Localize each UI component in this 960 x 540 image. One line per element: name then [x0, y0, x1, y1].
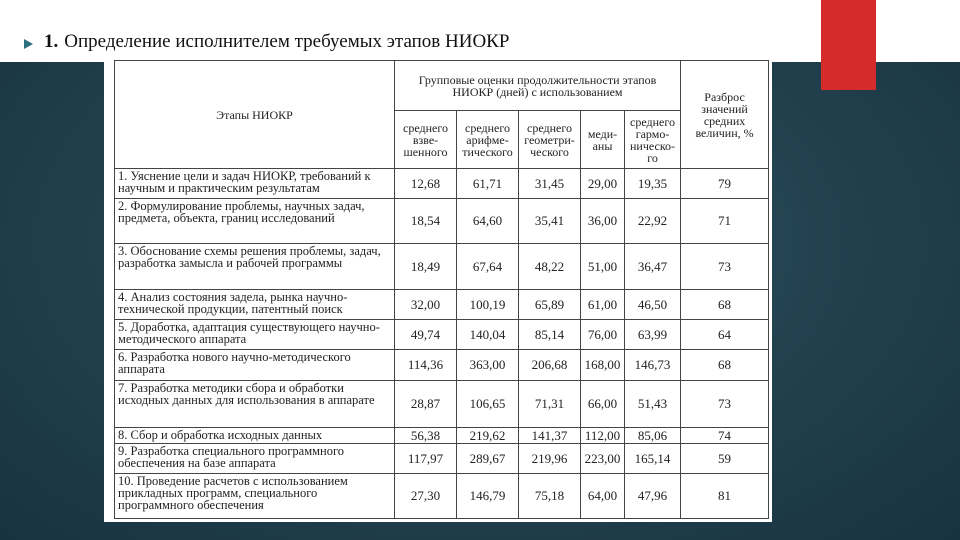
- value-cell: 51,00: [581, 244, 625, 290]
- value-cell: 46,50: [625, 290, 681, 320]
- table-row: [115, 244, 769, 290]
- subheader-harmonic-mean: среднего гармо-ническо-го: [625, 111, 681, 169]
- title-label: Определение исполнителем требуемых этапов НИОКР: [64, 31, 510, 52]
- value-cell: 18,54: [395, 199, 457, 244]
- table-row: [115, 290, 769, 320]
- stage-cell: 8. Сбор и обработка исходных данных: [115, 428, 395, 444]
- value-cell: 219,96: [519, 444, 581, 474]
- value-cell: 114,36: [395, 350, 457, 381]
- stage-cell: 6. Разработка нового научно-методического аппарата: [115, 350, 395, 381]
- value-cell: 76,00: [581, 320, 625, 350]
- header-group: Групповые оценки продолжительности этапов НИОКР (дней) с использованием: [395, 61, 681, 111]
- table-image: [104, 58, 772, 522]
- value-cell: 219,62: [457, 428, 519, 444]
- value-cell: 363,00: [457, 350, 519, 381]
- subheader-geometric-mean: среднего геометри-ческого: [519, 111, 581, 169]
- value-cell: 56,38: [395, 428, 457, 444]
- value-cell: 100,19: [457, 290, 519, 320]
- table-row: [115, 169, 769, 199]
- table-row: [115, 199, 769, 244]
- value-cell: 64,60: [457, 199, 519, 244]
- value-cell: 27,30: [395, 474, 457, 519]
- bullet-arrow-icon: [24, 39, 33, 49]
- value-cell: 61,71: [457, 169, 519, 199]
- stage-cell: 9. Разработка специального программного обеспечения на базе аппарата: [115, 444, 395, 474]
- value-cell: 71,31: [519, 381, 581, 428]
- table-row: [115, 474, 769, 519]
- red-accent-bar: [821, 0, 876, 90]
- stage-cell: 3. Обоснование схемы решения проблемы, задач, разработка замысла и рабочей программы: [115, 244, 395, 290]
- value-cell: 146,79: [457, 474, 519, 519]
- value-cell: 36,47: [625, 244, 681, 290]
- value-cell: 18,49: [395, 244, 457, 290]
- value-cell: 85,14: [519, 320, 581, 350]
- value-cell: 206,68: [519, 350, 581, 381]
- stage-cell: 10. Проведение расчетов с использованием прикладных программ, специального программного обеспечения: [115, 474, 395, 519]
- value-cell: 112,00: [581, 428, 625, 444]
- stage-cell: 5. Доработка, адаптация существующего научно-методического аппарата: [115, 320, 395, 350]
- spread-cell: 79: [681, 169, 769, 199]
- header-stage: Этапы НИОКР: [115, 61, 395, 169]
- stage-cell: 1. Уяснение цели и задач НИОКР, требований к научным и практическим результатам: [115, 169, 395, 199]
- stage-cell: 4. Анализ состояния задела, рынка научно-технической продукции, патентный поиск: [115, 290, 395, 320]
- subheader-median: меди-аны: [581, 111, 625, 169]
- stage-cell: 2. Формулирование проблемы, научных задач, предмета, объекта, границ исследований: [115, 199, 395, 244]
- value-cell: 31,45: [519, 169, 581, 199]
- spread-cell: 68: [681, 350, 769, 381]
- value-cell: 49,74: [395, 320, 457, 350]
- table-row: [115, 444, 769, 474]
- value-cell: 85,06: [625, 428, 681, 444]
- value-cell: 141,37: [519, 428, 581, 444]
- value-cell: 140,04: [457, 320, 519, 350]
- subheader-weighted-mean: среднего взве-шенного: [395, 111, 457, 169]
- value-cell: 63,99: [625, 320, 681, 350]
- value-cell: 29,00: [581, 169, 625, 199]
- value-cell: 51,43: [625, 381, 681, 428]
- value-cell: 117,97: [395, 444, 457, 474]
- spread-cell: 64: [681, 320, 769, 350]
- value-cell: 223,00: [581, 444, 625, 474]
- header-spread: Разброс значений средних величин, %: [681, 61, 769, 169]
- spread-cell: 81: [681, 474, 769, 519]
- stage-cell: 7. Разработка методики сбора и обработки исходных данных для использования в аппарате: [115, 381, 395, 428]
- value-cell: 28,87: [395, 381, 457, 428]
- value-cell: 66,00: [581, 381, 625, 428]
- value-cell: 64,00: [581, 474, 625, 519]
- value-cell: 36,00: [581, 199, 625, 244]
- value-cell: 168,00: [581, 350, 625, 381]
- value-cell: 65,89: [519, 290, 581, 320]
- value-cell: 61,00: [581, 290, 625, 320]
- stages-table: [114, 60, 769, 519]
- spread-cell: 73: [681, 244, 769, 290]
- value-cell: 48,22: [519, 244, 581, 290]
- table-row: [115, 428, 769, 444]
- value-cell: 106,65: [457, 381, 519, 428]
- spread-cell: 71: [681, 199, 769, 244]
- slide-title: [44, 31, 509, 53]
- table-row: [115, 350, 769, 381]
- spread-cell: 68: [681, 290, 769, 320]
- value-cell: 165,14: [625, 444, 681, 474]
- spread-cell: 74: [681, 428, 769, 444]
- value-cell: 75,18: [519, 474, 581, 519]
- spread-cell: 59: [681, 444, 769, 474]
- table-row: [115, 320, 769, 350]
- value-cell: 19,35: [625, 169, 681, 199]
- value-cell: 67,64: [457, 244, 519, 290]
- value-cell: 22,92: [625, 199, 681, 244]
- title-number: 1.: [44, 31, 59, 52]
- spread-cell: 73: [681, 381, 769, 428]
- value-cell: 32,00: [395, 290, 457, 320]
- table-row: [115, 381, 769, 428]
- value-cell: 47,96: [625, 474, 681, 519]
- value-cell: 35,41: [519, 199, 581, 244]
- value-cell: 146,73: [625, 350, 681, 381]
- subheader-arithmetic-mean: среднего арифме-тического: [457, 111, 519, 169]
- value-cell: 289,67: [457, 444, 519, 474]
- value-cell: 12,68: [395, 169, 457, 199]
